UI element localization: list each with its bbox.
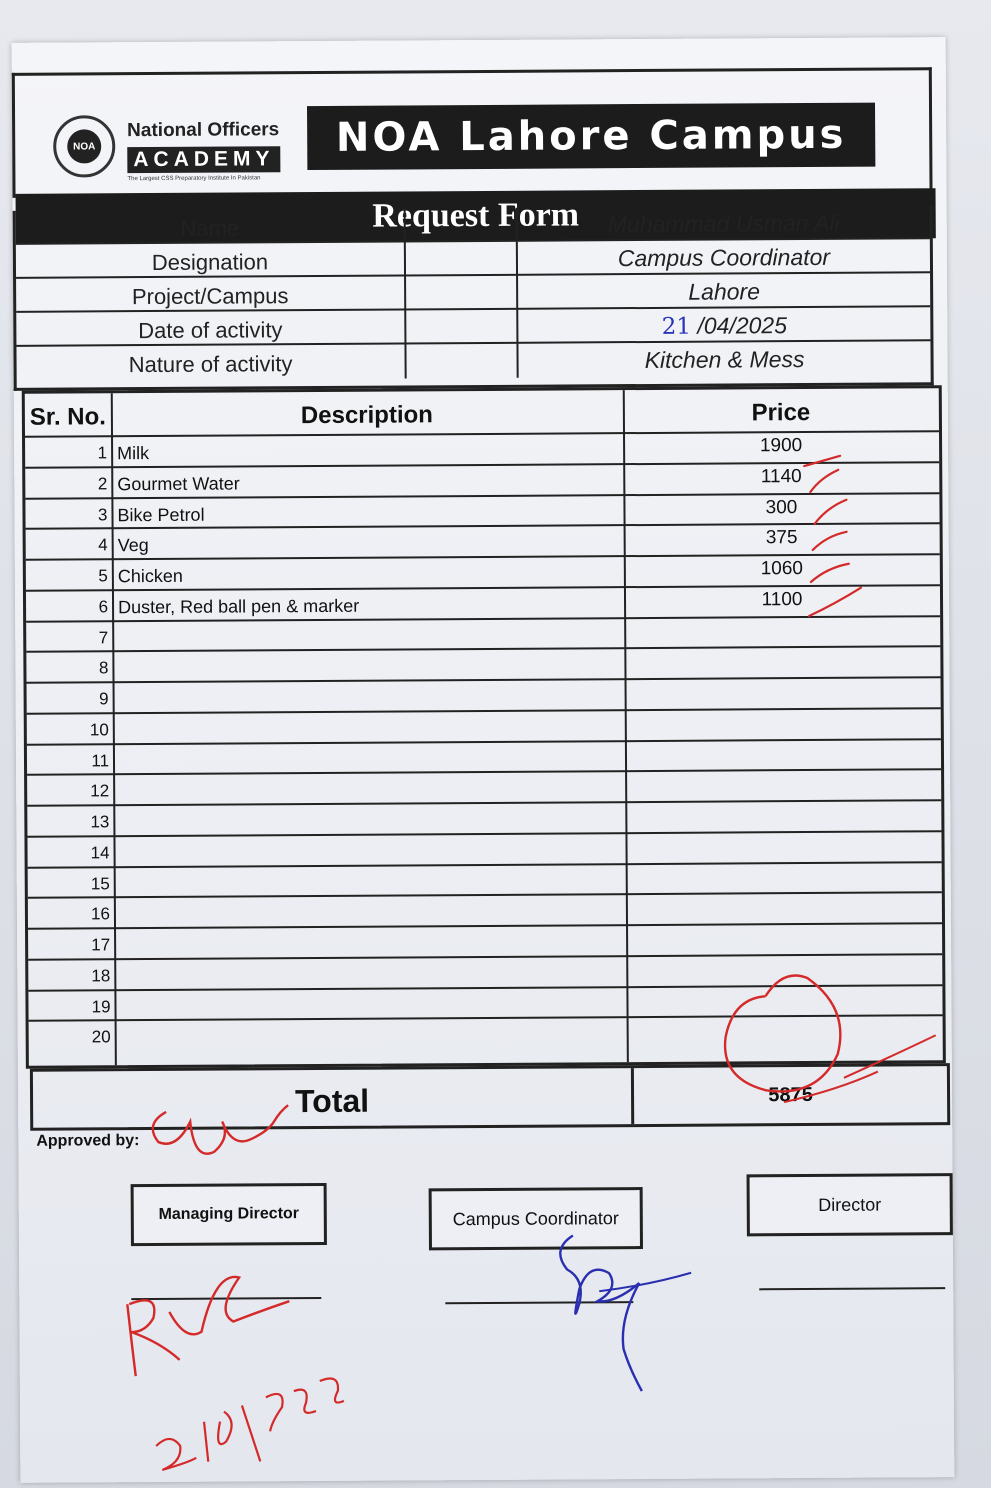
row-price: 1140 [760,465,802,488]
row-description: Chicken [117,565,183,587]
row-sr-no: 14 [90,843,110,863]
info-value: Lahore [516,273,930,310]
total-flourish-mark [844,1035,936,1078]
total-flourish-mark [784,1072,878,1103]
form-title: Request Form [16,188,936,244]
check-mark [809,588,861,616]
campus-title: NOA Lahore Campus [307,103,875,170]
info-label: Designation [16,242,406,278]
row-price: 300 [765,496,798,518]
row-description: Gourmet Water [117,473,240,494]
campus-coordinator-signature [560,1235,642,1391]
row-sr-no: 18 [91,966,111,986]
row-sr-no: 12 [90,781,110,801]
total-label: Total [294,1082,370,1120]
managing-director-label: Managing Director [158,1205,300,1223]
approver-signature [153,1105,289,1154]
managing-director-signature [127,1277,290,1377]
info-value: Muhammad Usman Ali [516,205,930,242]
info-label: Date of activity [16,310,406,346]
date-rest: /04/2025 [697,312,788,339]
row-sr-no: 9 [99,689,109,709]
check-mark [813,532,847,550]
logo-line-1: National Officers [127,119,280,142]
request-form-sheet [12,37,955,1483]
row-sr-no: 3 [97,504,108,524]
row-sr-no: 20 [91,1027,111,1047]
check-mark [814,500,846,524]
campus-coordinator-label: Campus Coordinator [452,1207,619,1229]
info-label: Nature of activity [16,344,406,380]
row-description: Veg [117,535,149,556]
row-price: 1060 [760,558,804,580]
info-label: Name [16,208,406,244]
logo-tagline: The Largest CSS Preparatory Institute In Pakistan [127,175,261,183]
info-value: Kitchen & Mess [516,341,930,378]
info-value: Campus Coordinator [516,239,930,276]
header-price: Price [751,398,811,427]
check-mark [811,564,849,582]
handwritten-date [156,1378,345,1470]
row-sr-no: 13 [90,812,110,832]
check-mark [810,470,838,492]
row-sr-no: 10 [89,720,109,740]
info-label: Project/Campus [16,276,406,312]
row-sr-no: 16 [90,904,110,924]
director-label: Director [818,1194,882,1215]
row-price: 1100 [761,588,803,611]
handwritten-day: 21 [661,313,692,340]
row-sr-no: 19 [91,996,111,1016]
logo-line-2: ACADEMY [127,146,280,173]
row-sr-no: 15 [90,873,110,893]
row-sr-no: 2 [97,474,108,494]
handwritten-ink-layer [12,37,955,1483]
check-mark [804,456,840,466]
row-description: Milk [117,443,150,464]
row-price: 375 [765,527,798,549]
header-description: Description [300,401,433,430]
row-sr-no: 7 [98,627,109,647]
row-description: Duster, Red ball pen & marker [117,595,360,617]
row-sr-no: 5 [98,566,108,586]
total-circle-mark [725,975,841,1092]
total-value: 5875 [768,1083,813,1107]
approved-by-label: Approved by: [36,1132,140,1150]
row-description: Bike Petrol [117,504,205,525]
price-check-marks [804,456,861,616]
seal-text: NOA [67,129,101,163]
row-sr-no: 6 [98,597,109,617]
row-sr-no: 1 [97,443,108,463]
row-sr-no: 11 [91,750,110,770]
row-sr-no: 8 [98,658,109,678]
row-price: 1900 [759,435,803,457]
row-sr-no: 17 [91,935,111,955]
row-sr-no: 4 [98,535,108,555]
header-sr-no: Sr. No. [29,403,106,431]
